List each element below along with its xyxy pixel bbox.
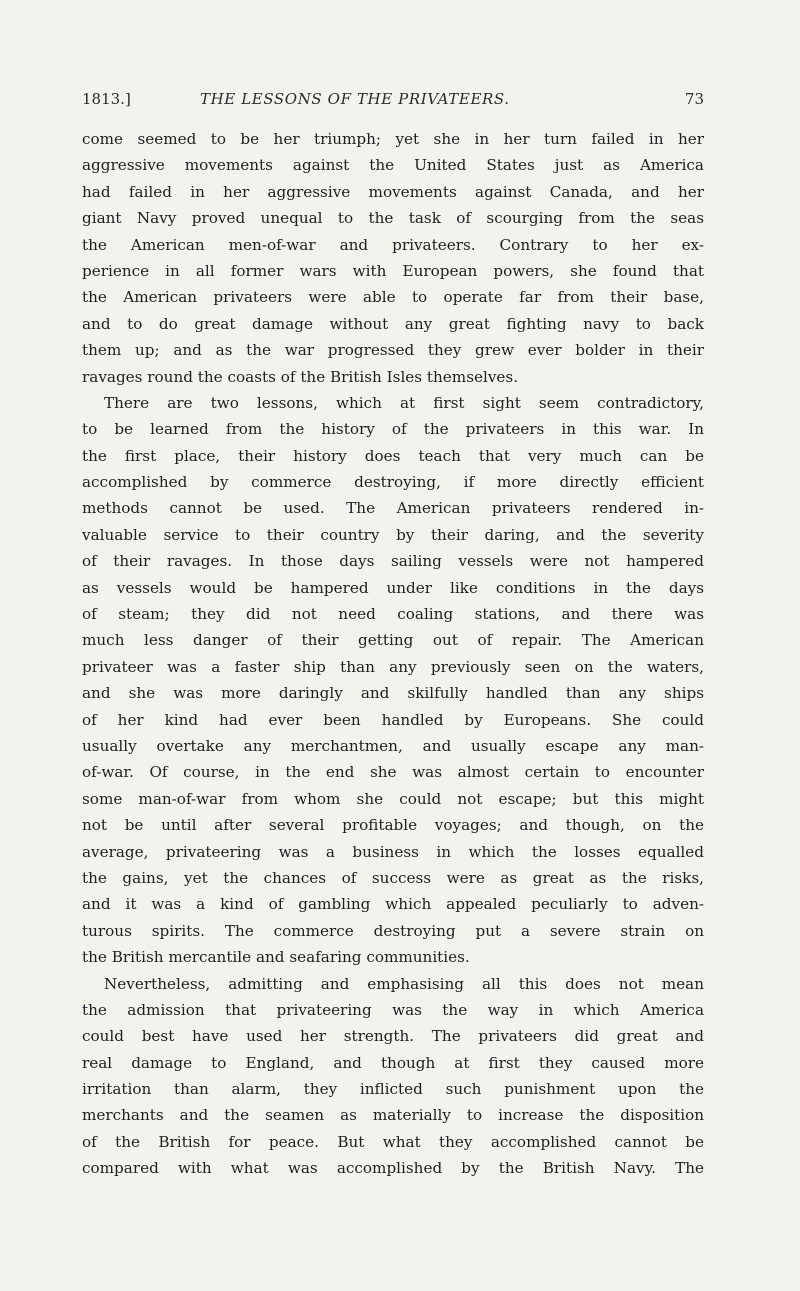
text-line: not be until after several profitable voyages; and though, on the [82,816,704,835]
text-line: of their ravages. In those days sailing vessels were not hampered [82,552,704,571]
text-line: Nevertheless, admitting and emphasising all this does not mean [104,974,704,993]
text-line: of steam; they did not need coaling stations, and there was [82,605,704,624]
text-line: There are two lessons, which at first sight seem contradictory, [104,393,704,412]
text-line: some man-of-war from whom she could not escape; but this might [82,789,704,808]
text-line: as vessels would be hampered under like conditions in the days [82,578,704,597]
text-line: perience in all former wars with European powers, she found that [82,261,704,280]
text-line: methods cannot be used. The American privateers rendered in- [82,499,704,518]
paragraph-2 [82,390,704,971]
text-line: them up; and as the war progressed they grew ever bolder in their [82,341,704,360]
text-line: the admission that privateering was the way in which America [82,1000,704,1019]
text-line: could best have used her strength. The privateers did great and [82,1027,704,1046]
text-line: and it was a kind of gambling which appealed peculiarly to adven- [82,895,704,914]
text-line: the first place, their history does teach that very much can be [82,446,704,465]
text-line: usually overtake any merchantmen, and usually escape any man- [82,736,704,755]
text-line: merchants and the seamen as materially to increase the disposition [82,1106,704,1125]
text-line: the American men-of-war and privateers. Contrary to her ex- [82,235,704,254]
text-line: ravages round the coasts of the British Isles themselves. [82,367,519,386]
text-line: to be learned from the history of the privateers in this war. In [82,420,704,439]
text-line: compared with what was accomplished by the British Navy. The [82,1159,704,1178]
text-line: had failed in her aggressive movements against Canada, and her [82,182,704,201]
running-header [82,90,704,114]
text-line: aggressive movements against the United States just as America [82,156,704,175]
text-line: and she was more daringly and skilfully handled than any ships [82,684,704,703]
text-line: the British mercantile and seafaring communities. [82,948,470,967]
text-line: irritation than alarm, they inflicted such punishment upon the [82,1080,704,1099]
page-number: 73 [684,90,704,108]
text-line: of the British for peace. But what they accomplished cannot be [82,1132,704,1151]
text-line: valuable service to their country by their daring, and the severity [82,525,704,544]
text-line: and to do great damage without any great fighting navy to back [82,314,704,333]
text-line: come seemed to be her triumph; yet she in her turn failed in her [82,130,704,148]
paragraph-1 [82,126,704,390]
text-line: giant Navy proved unequal to the task of scourging from the seas [82,209,704,228]
header-title: THE LESSONS OF THE PRIVATEERS. [200,90,510,108]
text-line: of-war. Of course, in the end she was almost certain to encounter [82,763,704,782]
text-line: privateer was a faster ship than any previously seen on the waters, [82,657,704,676]
text-line: turous spirits. The commerce destroying put a severe strain on [82,921,704,940]
paragraph-3 [82,971,704,1182]
text-line: the American privateers were able to operate far from their base, [82,288,704,307]
text-line: accomplished by commerce destroying, if more directly efficient [82,473,704,492]
text-line: the gains, yet the chances of success were as great as the risks, [82,868,704,887]
text-line: much less danger of their getting out of repair. The American [82,631,704,650]
text-line: average, privateering was a business in which the losses equalled [82,842,704,861]
text-line: real damage to England, and though at first they caused more [82,1053,704,1072]
body-text [82,126,704,1182]
header-year: 1813.] [82,90,131,108]
text-line: of her kind had ever been handled by Europeans. She could [82,710,704,729]
